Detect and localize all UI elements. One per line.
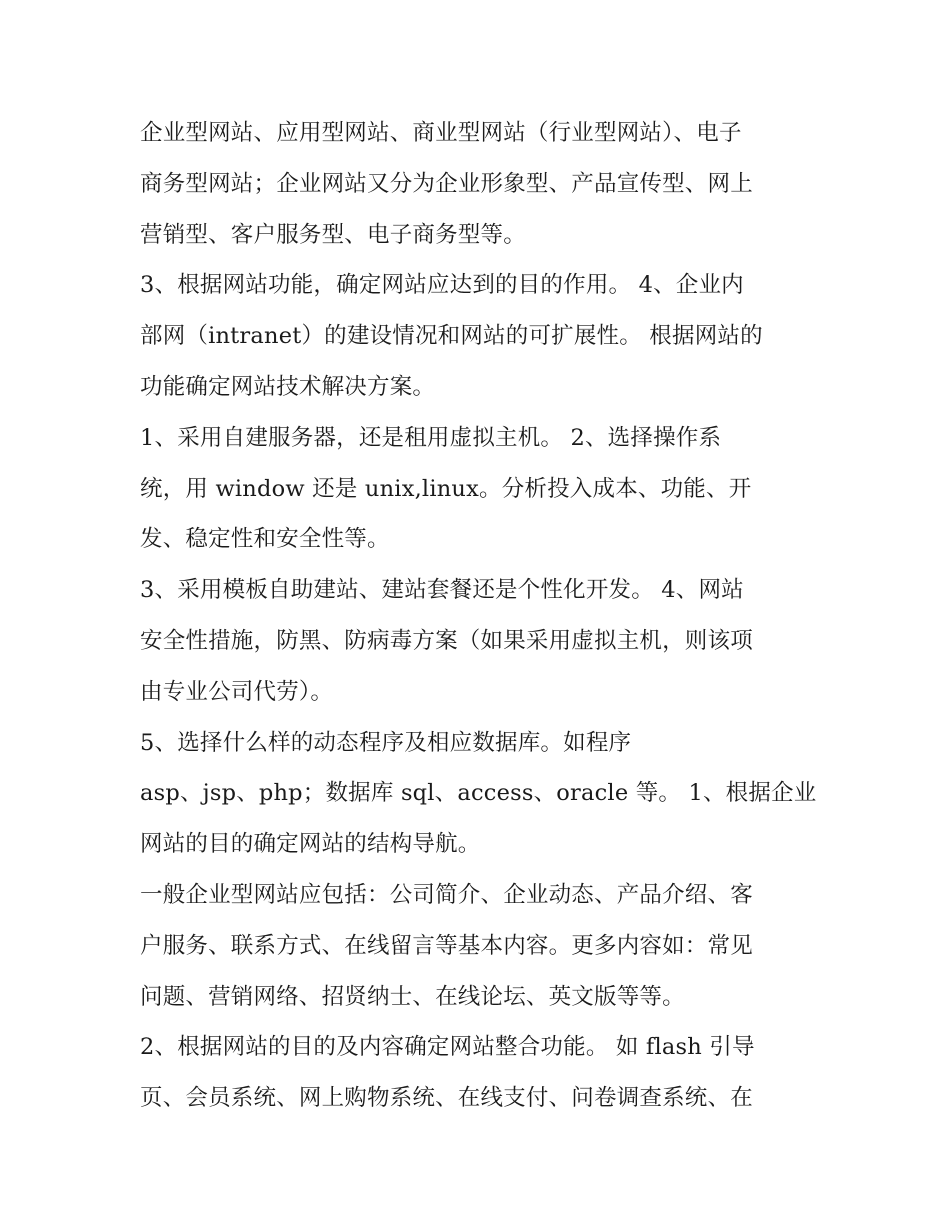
- text-line: 功能确定网站技术解决方案。: [140, 373, 436, 400]
- paragraph-dynamic-program: [140, 718, 820, 870]
- text-line: 企业型网站、应用型网站、商业型网站（行业型网站）、电子: [140, 120, 742, 146]
- text-line: 营销型、客户服务型、电子商务型等。: [140, 221, 526, 248]
- text-line: 网站的目的确定网站的结构导航。: [140, 831, 481, 858]
- paragraph-website-function: [140, 260, 820, 412]
- text-line: 安全性措施，防黑、防病毒方案（如果采用虚拟主机，则该项: [140, 627, 753, 654]
- text-line: 部网（intranet）的建设情况和网站的可扩展性。 根据网站的: [140, 323, 763, 350]
- text-line: 发、稳定性和安全性等。: [140, 526, 390, 553]
- paragraph-site-content: [140, 870, 820, 1022]
- paragraph-build-security: [140, 565, 820, 717]
- paragraph-integration-features: [140, 1022, 820, 1124]
- document-body: [140, 108, 820, 1124]
- text-line: 户服务、联系方式、在线留言等基本内容。更多内容如：常见: [140, 932, 753, 959]
- text-line: 2、根据网站的目的及内容确定网站整合功能。 如 flash 引导: [140, 1034, 755, 1061]
- text-line: 3、根据网站功能，确定网站应达到的目的作用。 4、企业内: [140, 272, 744, 299]
- text-line: 由专业公司代劳）。: [140, 678, 334, 705]
- text-line: 3、采用模板自助建站、建站套餐还是个性化开发。 4、网站: [140, 577, 744, 604]
- paragraph-server-os: [140, 413, 820, 565]
- text-line: 统，用 window 还是 unix,linux。分析投入成本、功能、开: [140, 475, 752, 502]
- text-line: 页、会员系统、网上购物系统、在线支付、问卷调查系统、在: [140, 1085, 753, 1112]
- text-line: 问题、营销网络、招贤纳士、在线论坛、英文版等等。: [140, 983, 685, 1010]
- text-line: 5、选择什么样的动态程序及相应数据库。如程序: [140, 729, 632, 756]
- text-line: asp、jsp、php；数据库 sql、access、oracle 等。 1、根据企业: [140, 780, 817, 807]
- paragraph-website-types: [140, 108, 820, 260]
- text-line: 一般企业型网站应包括：公司简介、企业动态、产品介绍、客: [140, 881, 753, 908]
- text-line: 1、采用自建服务器，还是租用虚拟主机。 2、选择操作系: [140, 424, 722, 451]
- text-line: 商务型网站；企业网站又分为企业形象型、产品宣传型、网上: [140, 170, 753, 197]
